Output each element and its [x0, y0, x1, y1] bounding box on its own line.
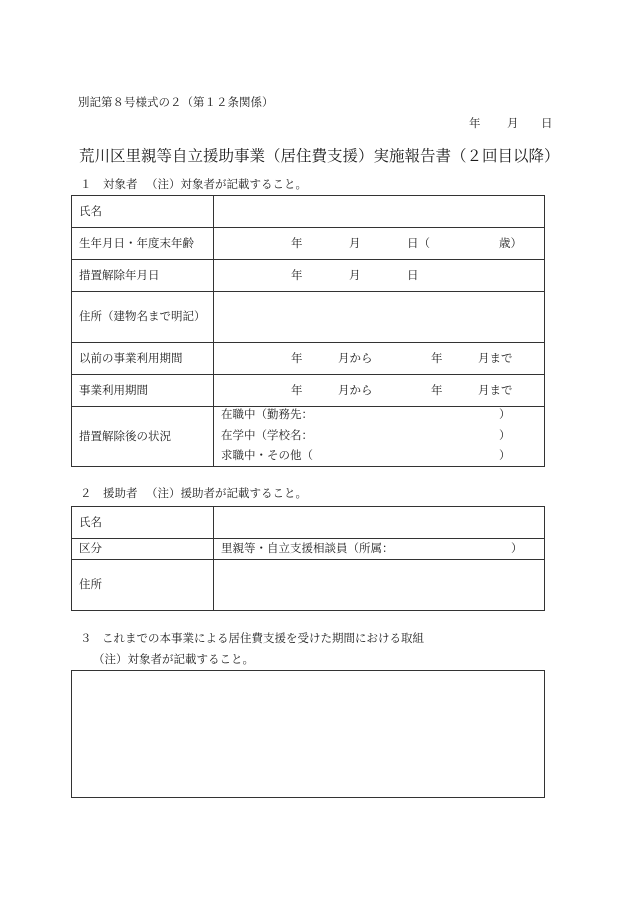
release-date-row: [72, 259, 544, 291]
previous-period-label: 以前の事業利用期間: [72, 343, 214, 374]
post-release-status-row: [72, 406, 544, 466]
supporter-table: [71, 506, 545, 611]
efforts-text-area[interactable]: [71, 670, 545, 798]
usage-period-field[interactable]: [214, 375, 544, 406]
birthdate-field[interactable]: [214, 228, 544, 259]
previous-period-row: [72, 342, 544, 374]
age-unit: 歳）: [499, 237, 522, 250]
status-student-option: 在学中（学校名：: [221, 430, 313, 442]
release-month-unit: 月: [349, 269, 361, 282]
supporter-category-label: 区分: [72, 539, 214, 559]
section3-note: （注）対象者が記載すること。: [93, 654, 254, 666]
usage-period-label: 事業利用期間: [72, 375, 214, 406]
supporter-name-label: 氏名: [72, 507, 214, 538]
supporter-address-field[interactable]: [214, 560, 544, 610]
recipient-table: [71, 195, 545, 467]
section1-heading: 対象者: [103, 179, 138, 191]
date-month-label: 月: [507, 118, 519, 130]
supporter-category-text: 里親等・自立支援相談員（所属：: [221, 543, 394, 555]
previous-from-month-unit: 月から: [338, 352, 373, 365]
status-other-close: ）: [499, 450, 511, 462]
section2-heading: 援助者: [103, 488, 138, 500]
previous-from-year-unit: 年: [291, 352, 303, 365]
supporter-name-row: [72, 507, 544, 538]
release-day-unit: 日: [407, 269, 419, 282]
status-employed-option: 在職中（勤務先：: [221, 409, 313, 421]
post-release-status-label: 措置解除後の状況: [72, 407, 214, 466]
recipient-address-row: [72, 291, 544, 342]
usage-from-year-unit: 年: [291, 384, 303, 397]
recipient-address-field[interactable]: [214, 292, 544, 342]
previous-period-field[interactable]: [214, 343, 544, 374]
section3-heading: これまでの本事業による居住費支援を受けた期間における取組: [102, 633, 424, 645]
supporter-category-field[interactable]: [214, 539, 544, 559]
section1-number: １: [80, 179, 92, 191]
recipient-name-label: 氏名: [72, 196, 214, 227]
release-date-field[interactable]: [214, 260, 544, 291]
usage-to-month-unit: 月まで: [478, 384, 513, 397]
supporter-address-label: 住所: [72, 560, 214, 610]
supporter-category-row: [72, 538, 544, 559]
birth-month-unit: 月: [349, 237, 361, 250]
status-employed-close: ）: [499, 409, 511, 421]
section1-note: （注）対象者が記載すること。: [146, 179, 307, 191]
date-day-label: 日: [541, 118, 553, 130]
date-year-label: 年: [469, 118, 481, 130]
section2-note: （注）援助者が記載すること。: [146, 488, 307, 500]
post-release-status-field[interactable]: [214, 407, 544, 466]
birthdate-label: 生年月日・年度末年齢: [72, 228, 214, 259]
birthdate-row: [72, 227, 544, 259]
document-title: 荒川区里親等自立援助事業（居住費支援）実施報告書（２回目以降）: [79, 148, 560, 165]
supporter-address-row: [72, 559, 544, 610]
status-student-close: ）: [499, 430, 511, 442]
status-other-option: 求職中・その他（: [221, 450, 313, 462]
previous-to-year-unit: 年: [431, 352, 443, 365]
usage-period-row: [72, 374, 544, 406]
recipient-address-label: 住所（建物名まで明記）: [72, 292, 214, 342]
usage-to-year-unit: 年: [431, 384, 443, 397]
release-date-label: 措置解除年月日: [72, 260, 214, 291]
usage-from-month-unit: 月から: [338, 384, 373, 397]
birth-day-unit: 日（: [407, 237, 430, 250]
form-number: 別記第８号様式の２（第１２条関係）: [78, 97, 274, 109]
previous-to-month-unit: 月まで: [478, 352, 513, 365]
supporter-category-close: ）: [511, 543, 523, 555]
recipient-name-field[interactable]: [214, 196, 544, 227]
release-year-unit: 年: [291, 269, 303, 282]
birth-year-unit: 年: [291, 237, 303, 250]
recipient-name-row: [72, 196, 544, 227]
section3-number: ３: [80, 633, 92, 645]
supporter-name-field[interactable]: [214, 507, 544, 538]
section2-number: ２: [80, 488, 92, 500]
